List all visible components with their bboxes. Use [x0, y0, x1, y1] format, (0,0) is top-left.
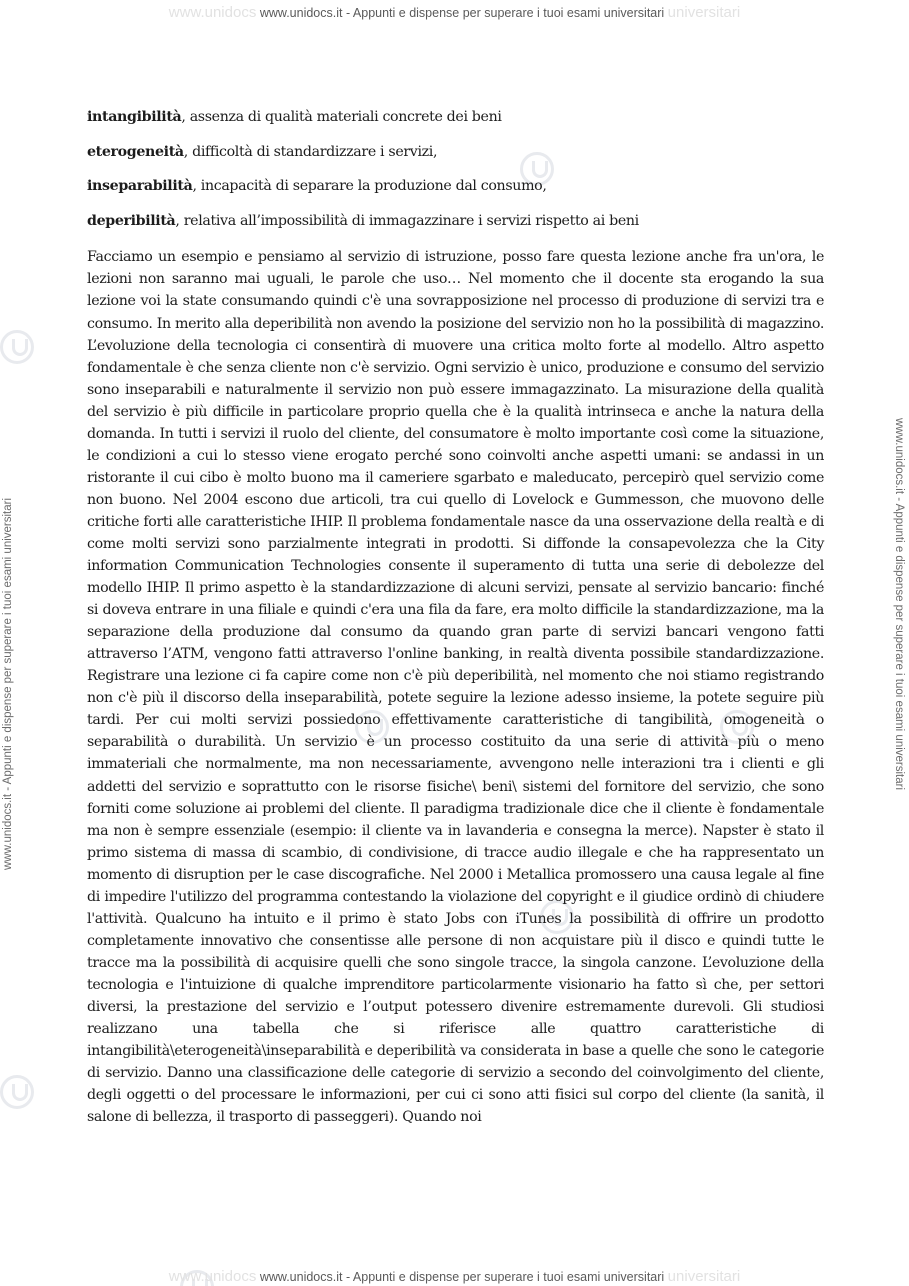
- definition-term: deperibilità: [87, 212, 176, 229]
- definition-text: , difficoltà di standardizzare i servizi,: [183, 143, 438, 160]
- watermark-ghost-right: universitari: [667, 1268, 741, 1285]
- watermark-ghost-right: universitari: [667, 4, 741, 21]
- watermark-side-right: www.unidocs.it - Appunti e dispense per superare i tuoi esami universitari: [893, 418, 905, 791]
- document-content: [87, 105, 824, 1128]
- watermark-header: [0, 4, 909, 21]
- watermark-side-left: www.unidocs.it - Appunti e dispense per superare i tuoi esami universitari: [2, 497, 14, 870]
- watermark-banner-text: www.unidocs.it - Appunti e dispense per superare i tuoi esami universitari: [259, 6, 665, 20]
- unidocs-logo-icon: [0, 330, 34, 364]
- watermark-banner-text: www.unidocs.it - Appunti e dispense per superare i tuoi esami universitari: [259, 1270, 665, 1284]
- definition-text: , incapacità di separare la produzione dal consumo,: [192, 178, 547, 195]
- definition-text: , assenza di qualità materiali concrete dei beni: [181, 109, 502, 125]
- body-paragraph: Facciamo un esempio e pensiamo al servizio di istruzione, posso fare questa lezione anche fra un'ora, le lezioni non saranno mai uguali, le parole che uso… Nel momento che il docente sta erogando la sua lezione voi la state consumando quindi c'è una sovrapposizione nel processo di produzione di servizi tra e consumo. In merito alla deperibilità non avendo la posizione del servizio non ho la possibilità di magazzino. L’evoluzione della tecnologia ci consentirà di muovere una critica molto forte al modello. Altro aspetto fondamentale è che senza cliente non c'è servizio. Ogni servizio è unico, produzione e consumo del servizio sono inseparabili e naturalmente il servizio non può essere immagazzinato. La misurazione della qualità del servizio è più difficile in particolare proprio quella che è la qualità intrinseca e anche la natura della domanda. In tutti i servizi il ruolo del cliente, del consumatore è molto importante così come la situazione, le condizioni a cui lo stesso viene erogato perché sono coinvolti anche aspetti umani: se andassi in un ristorante il cui cibo è molto buono ma il cameriere sgarbato e maleducato, percepirò quel servizio come non buono. Nel 2004 escono due articoli, tra cui quello di Lovelock e Gummesson, che muovono delle critiche forti alle caratteristiche IHIP. Il problema fondamentale nasce da una osservazione della realtà e di come molti servizi sono parzialmente integrati in prodotti. Si diffonde la consapevolezza che la City information Communication Technologies consente il superamento di tutta una serie di debolezze del modello IHIP. Il primo aspetto è la standardizzazione di alcuni servizi, pensate al servizio bancario: finché si doveva entrare in una filiale e quindi c'era una fila da fare, era molto difficile la standardizzazione, ma la separazione della produzione dal consumo da quando gran parte di servizi bancari vengono fatti attraverso l’ATM, vengono fatti attraverso l'online banking, in realtà diventa possibile standardizzazione. Registrare una lezione ci fa capire come non c'è più deperibilità, nel momento che noi stiamo registrando non c'è più il discorso della inseparabilità, potete seguire la lezione adesso insieme, la potete seguire più tardi. Per cui molti servizi possiedono effettivamente caratteristiche di tangibilità, omogeneità o separabilità o durabilità. Un servizio è un processo costituito da una serie di attività più o meno immateriali che normalmente, ma non necessariamente, avvengono nelle interazioni tra i clienti e gli addetti del servizio e soprattutto con le risorse fisiche\ beni\ sistemi del fornitore del servizio, che sono forniti come soluzione ai problemi del cliente. Il paradigma tradizionale dice che il cliente è fondamentale ma non è sempre essenziale (esempio: il cliente va in lavanderia e consegna la merce). Napster è stato il primo sistema di massa di scambio, di condivisione, di tracce audio illegale e che ha rappresentato un momento di disruption per le case discografiche. Nel 2000 i Metallica promossero una causa legale al fine di impedire l'utilizzo del programma contestando la violazione del copyright e il giudice ordinò di chiudere l'attività. Qualcuno ha intuito e il primo è stato Jobs con iTunes la possibilità di offrire un prodotto completamente innovativo che consentisse alle persone di non acquistare più il disco e quindi tutte le tracce ma la possibilità di acquisire quelli che sono singole tracce, la singola canzone. L’evoluzione della tecnologia e l'intuizione di qualche imprenditore particolarmente visionario ha fatto sì che, per settori diversi, la prestazione del servizio e l’output potessero divenire estremamente durevoli. Gli studiosi realizzano una tabella che si riferisce alle quattro caratteristiche di intangibilità\eterogeneità\inseparabilità e deperibilità va considerata in base a quelle che sono le categorie di servizio. Danno una classificazione delle categorie di servizio a secondo del coinvolgimento del cliente, degli oggetti o del processare le informazioni, per cui ci sono atti fisici sul corpo del cliente (la sanità, il salone di bellezza, il trasporto di passeggeri). Quando noi: [87, 249, 824, 1126]
- definition-intangibilita: [87, 105, 824, 140]
- definition-term: intangibilità: [87, 109, 182, 125]
- definition-text: , relativa all’impossibilità di immagazzinare i servizi rispetto ai beni: [175, 212, 639, 229]
- definition-term: inseparabilità: [87, 178, 193, 195]
- unidocs-logo-icon: [0, 1075, 34, 1109]
- watermark-footer: [0, 1268, 909, 1285]
- watermark-ghost-left: www.unidocs: [168, 4, 257, 21]
- definition-eterogeneita: [87, 140, 824, 175]
- watermark-ghost-left: www.unidocs: [168, 1268, 257, 1285]
- definition-term: eterogeneità: [87, 143, 184, 160]
- definition-inseparabilita: [87, 174, 824, 209]
- definition-deperibilita: [87, 209, 824, 244]
